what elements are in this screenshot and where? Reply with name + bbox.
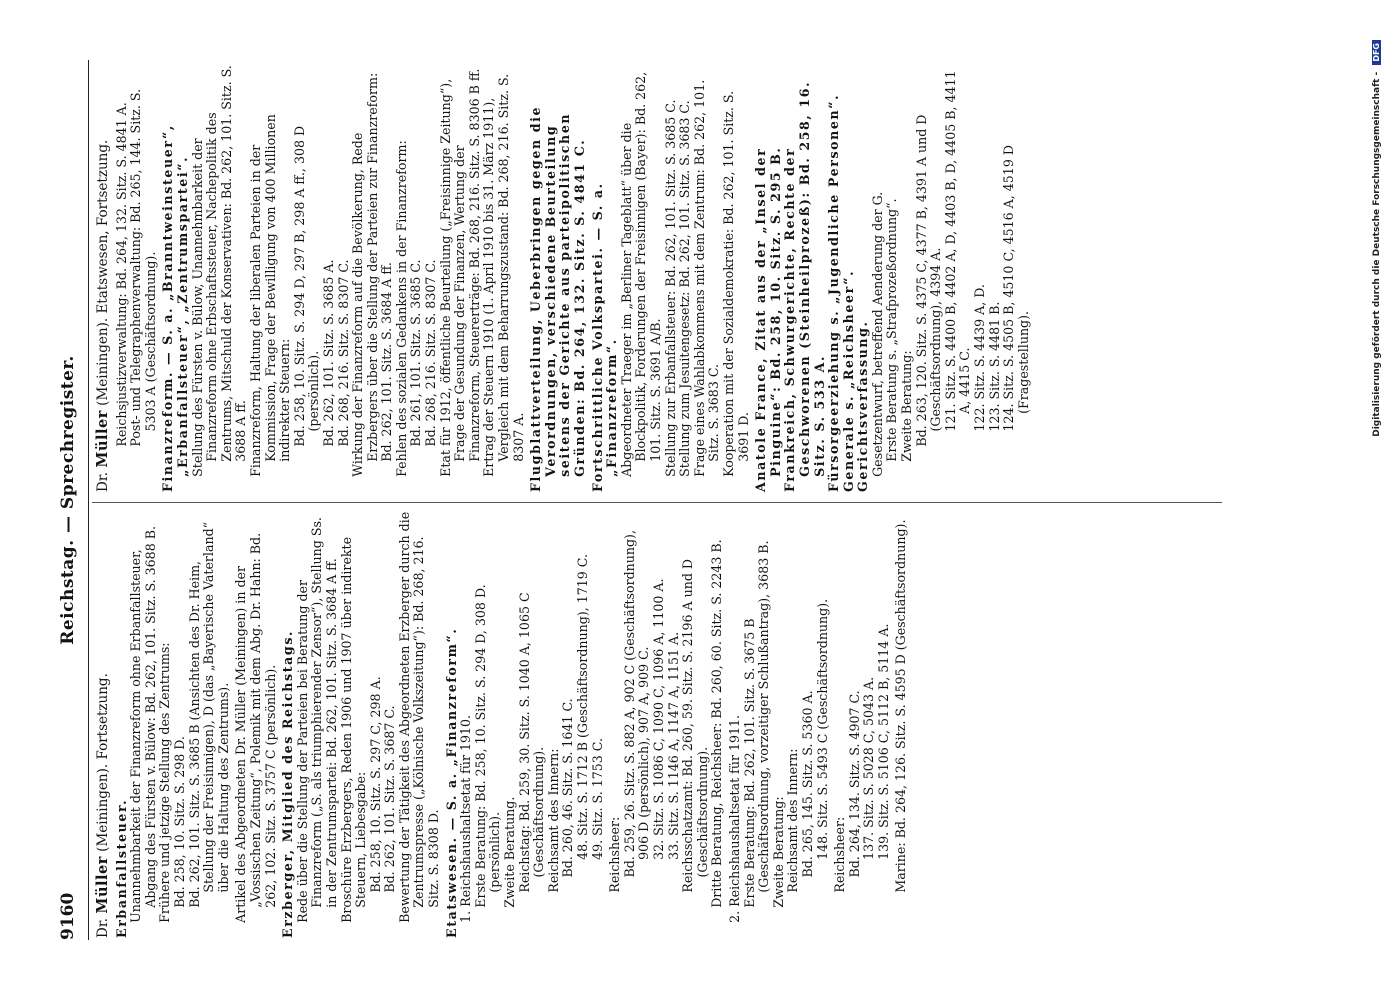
- register-entry: Bd. 258, 10. Sitz. S. 297 C, 298 A.: [367, 676, 383, 893]
- register-entry: 148. Sitz. S. 5493 C (Geschäftsordnung).: [814, 598, 830, 860]
- register-entry: Frühere und jetzige Stellung des Zentrums:: [157, 642, 173, 923]
- register-entry: Bd. 258, 10. Sitz. S. 294 D, 297 B, 298 A ff., 308 D (persönlich).: [291, 121, 322, 447]
- heading-suffix: (Meiningen). Fortsetzung.: [95, 673, 111, 852]
- register-entry: Finanzreform. — S. a. „Branntweinsteuer“, „Erbanfallsteuer“, „Zentrumspartei“.: [160, 118, 190, 492]
- register-entry: Wirkung der Finanzreform auf die Bevölkerung, Rede Erzbergers über die Stellung der Parteien zur Finanzreform: Bd. 262, 101. Sitz. S. 3684 A ff.: [350, 68, 395, 477]
- register-entry: 49. Sitz. S. 1753 C.: [589, 738, 605, 860]
- register-entry: 137. Sitz. S. 5028 C, 5043 A.: [861, 676, 877, 860]
- register-entry: Etatswesen. — S. a. „Finanzreform“.: [443, 627, 459, 938]
- heading-prefix: Dr.: [95, 917, 111, 938]
- register-entry: Erste Beratung: Bd. 258, 10. Sitz. S. 294 D, 308 D. (persönlich).: [472, 580, 503, 908]
- right-column: [96, 62, 1246, 492]
- register-entry: 2. Reichshaushaltsetat für 1911.: [726, 714, 742, 923]
- register-entry: Gesetzentwurf, betreffend Aenderung der G.: [869, 191, 885, 477]
- register-entry: Ertrag der Steuern 1910 (1. April 1910 bis 31. März 1911), Vergleich mit dem Beharrungszustand: Bd. 268, 216. Sitz. S. 8307 A.: [481, 69, 526, 477]
- register-entry: Dritte Beratung, Reichsheer: Bd. 260, 60. Sitz. S. 2243 B.: [709, 539, 725, 908]
- heading-name: Müller: [94, 856, 111, 914]
- register-entry: Fortschrittliche Volkspartei. — S. a. „Finanzreform“.: [589, 176, 620, 492]
- dfg-logo: DFG: [1372, 40, 1381, 65]
- register-entry: Bd. 260, 46. Sitz. S. 1641 C.: [560, 698, 576, 878]
- register-entry: 123. Sitz. S. 4481 B.: [986, 301, 1002, 432]
- register-entry: Erzberger, Mitglied des Reichstags.: [280, 630, 296, 938]
- register-entry: 33. Sitz. S. 1146 A, 1147 A, 1151 A.: [665, 631, 681, 860]
- register-entry: Bd. 258, 10. Sitz. S. 298 D.: [171, 736, 187, 908]
- register-entry: Post- und Telegraphenverwaltung: Bd. 265, 144. Sitz. S. 5303 A (Geschäftsordnung).: [128, 84, 158, 447]
- register-entry: 48. Sitz. S. 1712 B (Geschäftsordnung), 1719 C.: [575, 554, 590, 860]
- register-entry: Bd. 261, 101. Sitz. S. 3685 C.: [408, 259, 424, 447]
- register-entry: 1. Reichshaushaltsetat für 1910.: [458, 714, 474, 923]
- register-entry: Zweite Beratung.: [502, 796, 518, 908]
- register-entry: Bd. 262, 101. Sitz. S. 3685 A.: [320, 259, 336, 447]
- page-number: 9160: [58, 892, 78, 940]
- register-entry: Bd. 262, 101. Sitz. S. 3685 B (Ansichten des Dr. Heim, Stellung der Freisinnigen), D (das „Bayerische Vaterland“ über die Haltung des Zentrums).: [186, 517, 231, 908]
- register-entry: Marine: Bd. 264, 126. Sitz. S. 4595 D (Geschäftsordnung).: [893, 519, 909, 893]
- heading-prefix: Dr.: [95, 471, 111, 492]
- register-entry: Flugblattverteilung, Ueberbringen gegen die Verordnungen, verschiedene Beurteilung seitens der Gerichte aus parteipolitischen Gründen: Bd. 264, 132. Sitz. S. 4841 C.: [528, 99, 587, 492]
- heading-suffix: (Meiningen). Etatswesen, Fortsetzung.: [95, 139, 111, 406]
- register-entry: Frage eines Wahlabkommens mit dem Zentrum: Bd. 262, 101. Sitz. S. 3683 C.: [691, 75, 722, 477]
- register-entry: Reichsjustizverwaltung: Bd. 264, 132. Sitz. S. 4841 A.: [113, 102, 129, 447]
- register-entry: Erste Beratung: Bd. 262, 101. Sitz. S. 3675 B (Geschäftsordnung, vorzeitiger Schlußantrag), 3683 B.: [741, 540, 772, 908]
- register-entry: Bd. 259, 26. Sitz. S. 882 A, 902 C (Geschäftsordnung), 906 D (persönlich), 907 A, 909 C.: [621, 526, 652, 878]
- register-entry: Reichsamt des Innern:: [785, 748, 801, 893]
- register-entry: Bd. 265, 145. Sitz. S. 5360 A.: [799, 690, 815, 878]
- register-entry: Bd. 264, 134. Sitz. S. 4907 C.: [846, 690, 862, 878]
- page-header: [54, 60, 84, 940]
- register-entry: Stellung zur Erbanfallsteuer: Bd. 262, 101. Sitz. S. 3685 C.: [662, 99, 678, 477]
- header-rule: [88, 60, 89, 940]
- register-entry: Rede über die Stellung der Parteien bei Beratung der Finanzreform („S. als triumphierender Zensor“), Stellung Ss. in der Zentrumspartei: Bd. 262, 101. Sitz. S. 3684 A ff.: [294, 513, 339, 923]
- register-entry: Zweite Beratung:: [899, 350, 915, 462]
- register-entry: Bd. 268, 216. Sitz. S. 8307 C.: [423, 259, 439, 447]
- register-entry: Reichsheer:: [832, 816, 848, 893]
- register-entry: Broschüre Erzbergers, Reden 1906 und 1907 über indirekte Steuern, Liebesgabe:: [338, 532, 369, 923]
- register-entry: Stellung des Fürsten v. Bülow, Unannehmbarkeit der Finanzreform ohne Erbschaftssteuer, Nachepolitik des Zentrums, Mitschuld der Konservativen: Bd. 262, 101. Sitz. S. 3688 A ff.: [189, 61, 249, 477]
- page-title: Reichstag. — Sprechregister.: [58, 355, 78, 645]
- register-entry: Reichsheer:: [607, 816, 623, 893]
- register-entry: Erste Beratung s. „Strafprozeßordnung“.: [884, 198, 900, 462]
- register-entry: Bd. 263, 120. Sitz. S. 4375 C, 4377 B, 4391 A und D (Geschäftsordnung), 4394 A.: [913, 110, 944, 447]
- right-column-heading: [96, 62, 111, 492]
- register-entry: Stellung zum Jesuitengesetz: Bd. 262, 101. Sitz. S. 3683 C.: [677, 100, 693, 477]
- register-entry: Etat für 1912, öffentliche Beurteilung („Freisinnige Zeitung“), Frage der Gesundung der Finanzen, Wertung der Finanzreform, Steuererträge: Bd. 268, 216. Sitz. S. 8306 B ff.: [437, 68, 482, 477]
- register-entry: Reichstag: Bd. 259, 30. Sitz. S. 1040 A, 1065 C (Geschäftsordnung).: [516, 588, 547, 893]
- left-column-heading: [96, 508, 111, 938]
- footer-text: Digitalisierung gefördert durch die Deutsche Forschungsgemeinschaft -: [1372, 71, 1382, 437]
- column-divider: [92, 502, 1222, 503]
- register-entry: Abgeordneter Traeger im „Berliner Tageblatt“ über die Blockpolitik, Forderungen der Freisinnigen (Bayer): Bd. 262, 101. Sitz. S. 3691 A/B.: [618, 67, 663, 477]
- register-entry: Frankreich, Schwurgerichte, Rechte der Geschworenen (Steinheilprozeß): Bd. 258, 16. Sitz. S. 533 A.: [782, 74, 827, 492]
- register-entry: Finanzreform, Haltung der liberalen Parteien in der Kommission, Frage der Bewilligung von 400 Millionen indirekter Steuern:: [247, 110, 293, 477]
- register-entry: Bd. 262, 101. Sitz. S. 3687 C.: [382, 705, 398, 893]
- register-entry: Erbanfallsteuer.: [113, 798, 129, 938]
- register-entry: 139. Sitz. S. 5106 C, 5112 B, 5114 A.: [875, 623, 891, 860]
- left-entries: [115, 508, 909, 938]
- register-entry: Kooperation mit der Sozialdemokratie: Bd. 262, 101. Sitz. S. 3691 D.: [720, 86, 751, 477]
- heading-name: Müller: [94, 410, 111, 468]
- register-entry: 121. Sitz. S. 4400 B, 4402 A, D, 4403 B, D, 4405 B, 4411 A, 4415 C.: [942, 66, 973, 432]
- register-entry: 32. Sitz. S. 1086 C, 1090 C, 1096 A, 1100 A.: [650, 578, 666, 860]
- right-entries: [115, 62, 1032, 492]
- left-column: [96, 508, 1246, 938]
- register-entry: Fürsorgeerziehung s. „Jugendliche Personen“.: [826, 93, 842, 492]
- digitization-footer: [1372, 0, 1388, 1000]
- register-entry: Reichsamt des Innern:: [545, 748, 561, 893]
- register-entry: Zweite Beratung:: [770, 796, 786, 908]
- register-entry: Gerichtsverfassung.: [855, 320, 871, 492]
- register-entry: Artikel des Abgeordneten Dr. Müller (Meiningen) in der „Vossischen Zeitung“, Polemik mit dem Abg. Dr. Hahn: Bd. 262, 102. Sitz. S. 3757 C (persönlich).: [233, 528, 278, 923]
- register-entry: Reichsschatzamt: Bd. 260, 59. Sitz. S. 2196 A und D (Geschäftsordnung).: [680, 554, 710, 893]
- register-entry: Bewertung der Tätigkeit des Abgeordneten Erzberger durch die Zentrumspresse („Kölnische Volkszeitung“): Bd. 268, 216. Sitz. S. 8308 D.: [396, 507, 442, 923]
- register-entry: Unannehmbarkeit der Finanzreform ohne Erbanfallsteuer, Abgang des Fürsten v. Bülow: Bd. 262, 101. Sitz. S. 3688 B.: [128, 526, 158, 923]
- register-entry: 122. Sitz. S. 4439 A, D.: [972, 284, 988, 432]
- register-entry: Anatole France, Zitat aus der „Insel der Pinguine“: Bd. 258, 10. Sitz. S. 295 B.: [753, 141, 783, 492]
- register-entry: Generale s. „Reichsheer“.: [840, 269, 856, 492]
- register-entry: Fehlen des sozialen Gedankens in der Finanzreform:: [393, 140, 409, 477]
- register-entry: Bd. 268, 216. Sitz. S. 8307 C.: [335, 259, 351, 447]
- register-entry: 124. Sitz. S. 4505 B, 4510 C, 4516 A, 4519 D (Fragestellung).: [1001, 141, 1031, 432]
